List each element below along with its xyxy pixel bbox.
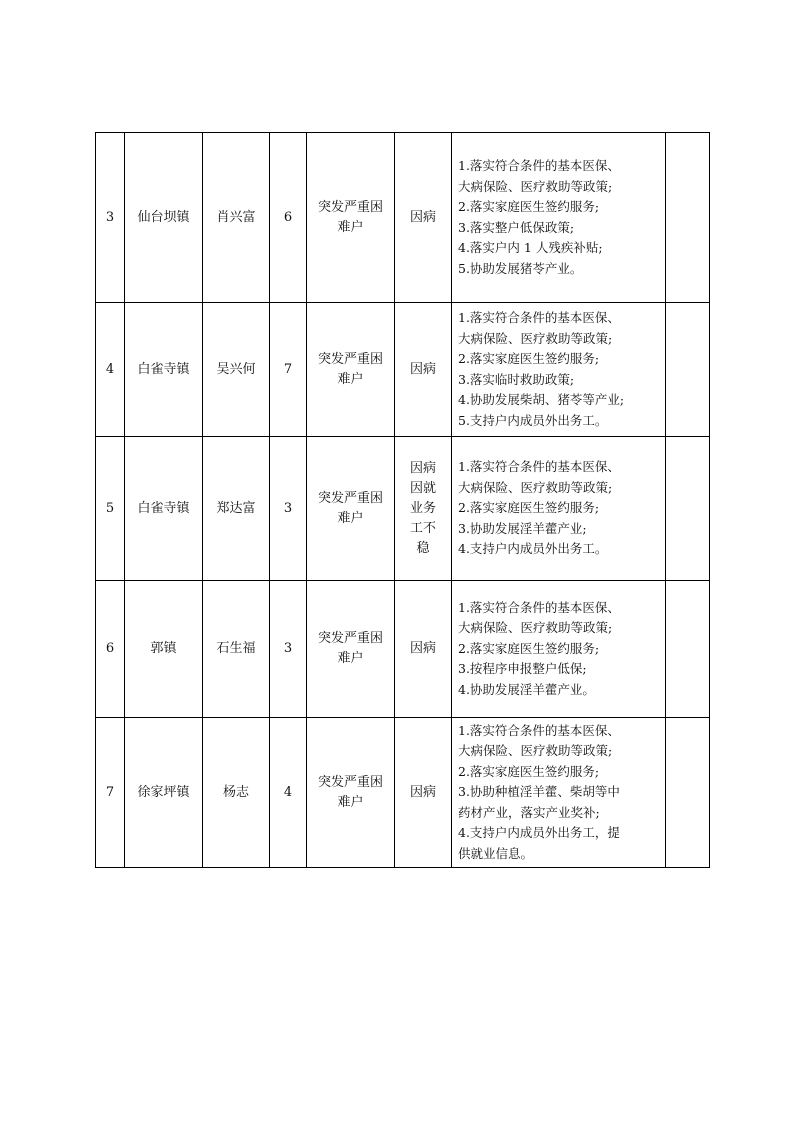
assistance-measures-cell bbox=[452, 437, 666, 581]
table-body bbox=[96, 133, 710, 868]
risk-cause-line: 稳 bbox=[416, 540, 430, 556]
risk-cause-line: 因病 bbox=[409, 361, 436, 377]
household-head-cell: 石生福 bbox=[203, 581, 270, 718]
risk-cause-line: 工不 bbox=[409, 520, 436, 536]
household-size-cell: 7 bbox=[270, 303, 307, 437]
table-row bbox=[96, 133, 710, 303]
table-row bbox=[96, 437, 710, 581]
measure-line: 大病保险、医疗救助等政策; bbox=[458, 330, 613, 346]
measure-line: 5.协助发展猪苓产业。 bbox=[458, 260, 583, 276]
measure-line: 4.支持户内成员外出务工，提 bbox=[458, 825, 620, 841]
household-type-line: 突发严重困 bbox=[317, 490, 383, 506]
risk-cause-cell bbox=[395, 133, 452, 303]
household-type-line: 难户 bbox=[337, 219, 364, 235]
measure-line: 1.落实符合条件的基本医保、 bbox=[458, 599, 620, 615]
note-cell bbox=[666, 437, 710, 581]
assistance-measures-cell bbox=[452, 133, 666, 303]
row-number-cell: 5 bbox=[96, 437, 125, 581]
table-row bbox=[96, 581, 710, 718]
risk-cause-cell bbox=[395, 718, 452, 868]
table-row bbox=[96, 303, 710, 437]
household-size-cell: 4 bbox=[270, 718, 307, 868]
measure-line: 3.协助发展淫羊藿产业; bbox=[458, 520, 587, 536]
risk-cause-line: 因病 bbox=[409, 641, 436, 656]
household-type-line: 难户 bbox=[337, 794, 364, 810]
risk-cause-line: 因病 bbox=[409, 460, 436, 476]
measure-line: 4.协助发展柴胡、猪苓等产业; bbox=[458, 392, 625, 407]
measure-line: 大病保险、医疗救助等政策; bbox=[458, 479, 613, 495]
measure-line: 2.落实家庭医生签约服务; bbox=[458, 500, 600, 516]
measure-line: 供就业信息。 bbox=[458, 845, 534, 861]
row-number-cell: 3 bbox=[96, 133, 125, 303]
household-head-cell: 吴兴何 bbox=[203, 303, 270, 437]
note-cell bbox=[666, 133, 710, 303]
measure-line: 大病保险、医疗救助等政策; bbox=[458, 620, 613, 636]
household-type-line: 难户 bbox=[337, 651, 364, 666]
measure-line: 1.落实符合条件的基本医保、 bbox=[458, 158, 620, 173]
household-assistance-table bbox=[95, 132, 710, 868]
measure-line: 3.按程序申报整户低保; bbox=[458, 661, 587, 677]
town-cell: 仙台坝镇 bbox=[125, 133, 203, 303]
measure-line: 1.落实符合条件的基本医保、 bbox=[458, 310, 620, 325]
household-size-cell: 3 bbox=[270, 581, 307, 718]
town-cell: 郭镇 bbox=[125, 581, 203, 718]
measure-line: 5.支持户内成员外出务工。 bbox=[458, 412, 608, 428]
measure-line: 2.落实家庭医生签约服务; bbox=[458, 351, 600, 366]
assistance-measures-cell bbox=[452, 718, 666, 868]
household-type-cell bbox=[307, 303, 395, 437]
measure-line: 大病保险、医疗救助等政策; bbox=[458, 178, 613, 194]
household-type-line: 突发严重困 bbox=[317, 631, 383, 646]
measure-line: 4.协助发展淫羊藿产业。 bbox=[458, 681, 595, 697]
household-size-cell: 3 bbox=[270, 437, 307, 581]
risk-cause-cell bbox=[395, 437, 452, 581]
household-type-line: 突发严重困 bbox=[317, 774, 383, 790]
measure-line: 1.落实符合条件的基本医保、 bbox=[458, 459, 620, 475]
household-type-line: 突发严重困 bbox=[317, 199, 383, 215]
household-type-cell bbox=[307, 133, 395, 303]
risk-cause-line: 业务 bbox=[409, 500, 436, 516]
risk-cause-cell bbox=[395, 581, 452, 718]
household-head-cell: 肖兴富 bbox=[203, 133, 270, 303]
measure-line: 3.落实整户低保政策; bbox=[458, 219, 575, 235]
measure-line: 大病保险、医疗救助等政策; bbox=[458, 743, 613, 759]
household-type-line: 难户 bbox=[337, 510, 364, 526]
note-cell bbox=[666, 581, 710, 718]
measure-line: 1.落实符合条件的基本医保、 bbox=[458, 722, 620, 738]
household-type-cell bbox=[307, 437, 395, 581]
town-cell: 白雀寺镇 bbox=[125, 303, 203, 437]
measure-line: 2.落实家庭医生签约服务; bbox=[458, 640, 600, 656]
measure-line: 2.落实家庭医生签约服务; bbox=[458, 763, 600, 779]
measure-line: 药材产业，落实产业奖补; bbox=[458, 804, 600, 820]
household-type-cell bbox=[307, 581, 395, 718]
assistance-measures-cell bbox=[452, 303, 666, 437]
measure-line: 3.落实临时救助政策; bbox=[458, 371, 575, 387]
risk-cause-cell bbox=[395, 303, 452, 437]
measure-line: 4.支持户内成员外出务工。 bbox=[458, 541, 608, 557]
row-number-cell: 6 bbox=[96, 581, 125, 718]
note-cell bbox=[666, 718, 710, 868]
risk-cause-line: 因病 bbox=[409, 209, 436, 225]
row-number-cell: 7 bbox=[96, 718, 125, 868]
measure-line: 3.协助种植淫羊藿、柴胡等中 bbox=[458, 784, 620, 800]
table-row bbox=[96, 718, 710, 868]
assistance-measures-cell bbox=[452, 581, 666, 718]
household-size-cell: 6 bbox=[270, 133, 307, 303]
household-head-cell: 杨志 bbox=[203, 718, 270, 868]
household-type-line: 突发严重困 bbox=[317, 351, 383, 367]
household-type-line: 难户 bbox=[337, 371, 364, 387]
household-head-cell: 郑达富 bbox=[203, 437, 270, 581]
town-cell: 徐家坪镇 bbox=[125, 718, 203, 868]
measure-line: 2.落实家庭医生签约服务; bbox=[458, 199, 600, 214]
town-cell: 白雀寺镇 bbox=[125, 437, 203, 581]
risk-cause-line: 因病 bbox=[409, 784, 436, 800]
note-cell bbox=[666, 303, 710, 437]
measure-line: 4.落实户内 1 人残疾补贴; bbox=[458, 240, 603, 255]
risk-cause-line: 因就 bbox=[409, 480, 436, 496]
household-type-cell bbox=[307, 718, 395, 868]
row-number-cell: 4 bbox=[96, 303, 125, 437]
